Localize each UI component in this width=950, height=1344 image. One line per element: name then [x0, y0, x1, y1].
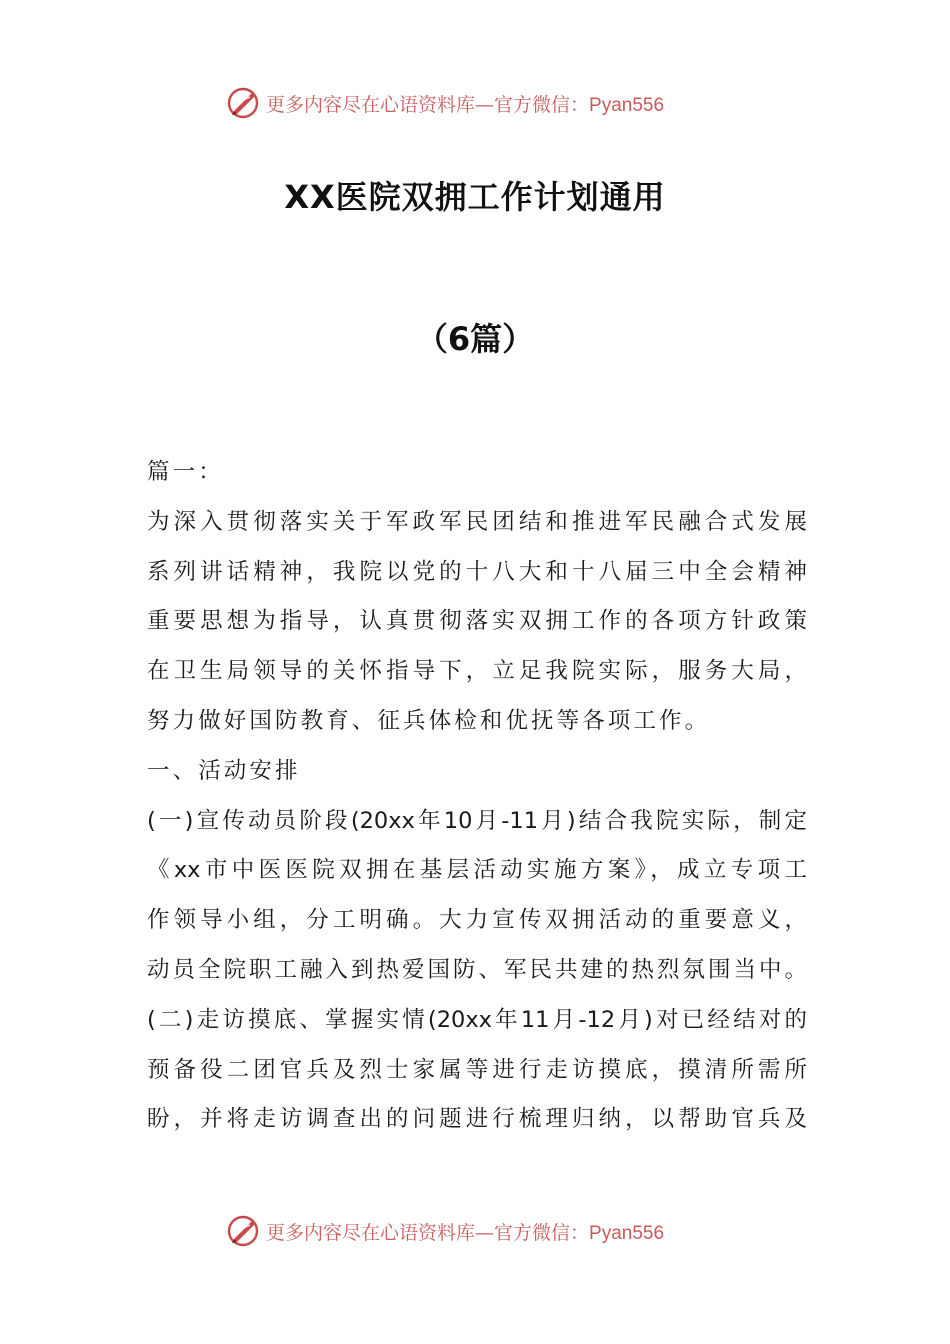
document-title: XX医院双拥工作计划通用 [284, 178, 666, 216]
section-label: 篇一： [147, 459, 224, 485]
paragraph-line: 预备役二团官兵及烈士家属等进行走访摸底，摸清所需所 [147, 1056, 807, 1083]
paragraph-line: (一)宣传动员阶段(20xx年10月-11月)结合我院实际，制定 [147, 807, 807, 834]
paragraph-line: 重要思想为指导，认真贯彻落实双拥工作的各项方针政策 [147, 608, 807, 635]
banner-text [266, 90, 664, 117]
paragraph-line: 努力做好国防教育、征兵体检和优抚等各项工作。 [147, 707, 711, 734]
wechat-id: Pyan556 [589, 94, 665, 116]
paragraph-line: 系列讲话精神，我院以党的十八大和十八届三中全会精神 [147, 558, 807, 585]
header-banner [226, 83, 664, 123]
footer-banner [226, 1211, 664, 1251]
body-text [147, 448, 807, 1145]
paragraph-line: 为深入贯彻落实关于军政军民团结和推进军民融合式发展 [147, 508, 807, 535]
banner-main-text: 更多内容尽在心语资料库—官方微信： [266, 93, 590, 116]
banner-text [266, 1218, 664, 1245]
paragraph-line: 盼，并将走访调查出的问题进行梳理归纳，以帮助官兵及 [147, 1106, 807, 1133]
paragraph-line: (二)走访摸底、掌握实情(20xx年11月-12月)对已经结对的 [147, 1006, 807, 1033]
pen-logo-icon [226, 85, 262, 121]
banner-main-text: 更多内容尽在心语资料库—官方微信： [266, 1221, 590, 1244]
wechat-id: Pyan556 [589, 1222, 665, 1244]
section-heading: 一、活动安排 [147, 757, 301, 784]
paragraph-line: 在卫生局领导的关怀指导下，立足我院实际，服务大局， [147, 658, 807, 685]
document-subtitle: （6篇） [415, 320, 535, 358]
pen-logo-icon [226, 1213, 262, 1249]
paragraph-line: 动员全院职工融入到热爱国防、军民共建的热烈氛围当中。 [147, 956, 807, 983]
paragraph-line: 作领导小组，分工明确。大力宣传双拥活动的重要意义， [147, 907, 807, 934]
paragraph-line: 《xx市中医医院双拥在基层活动实施方案》，成立专项工 [147, 857, 807, 884]
